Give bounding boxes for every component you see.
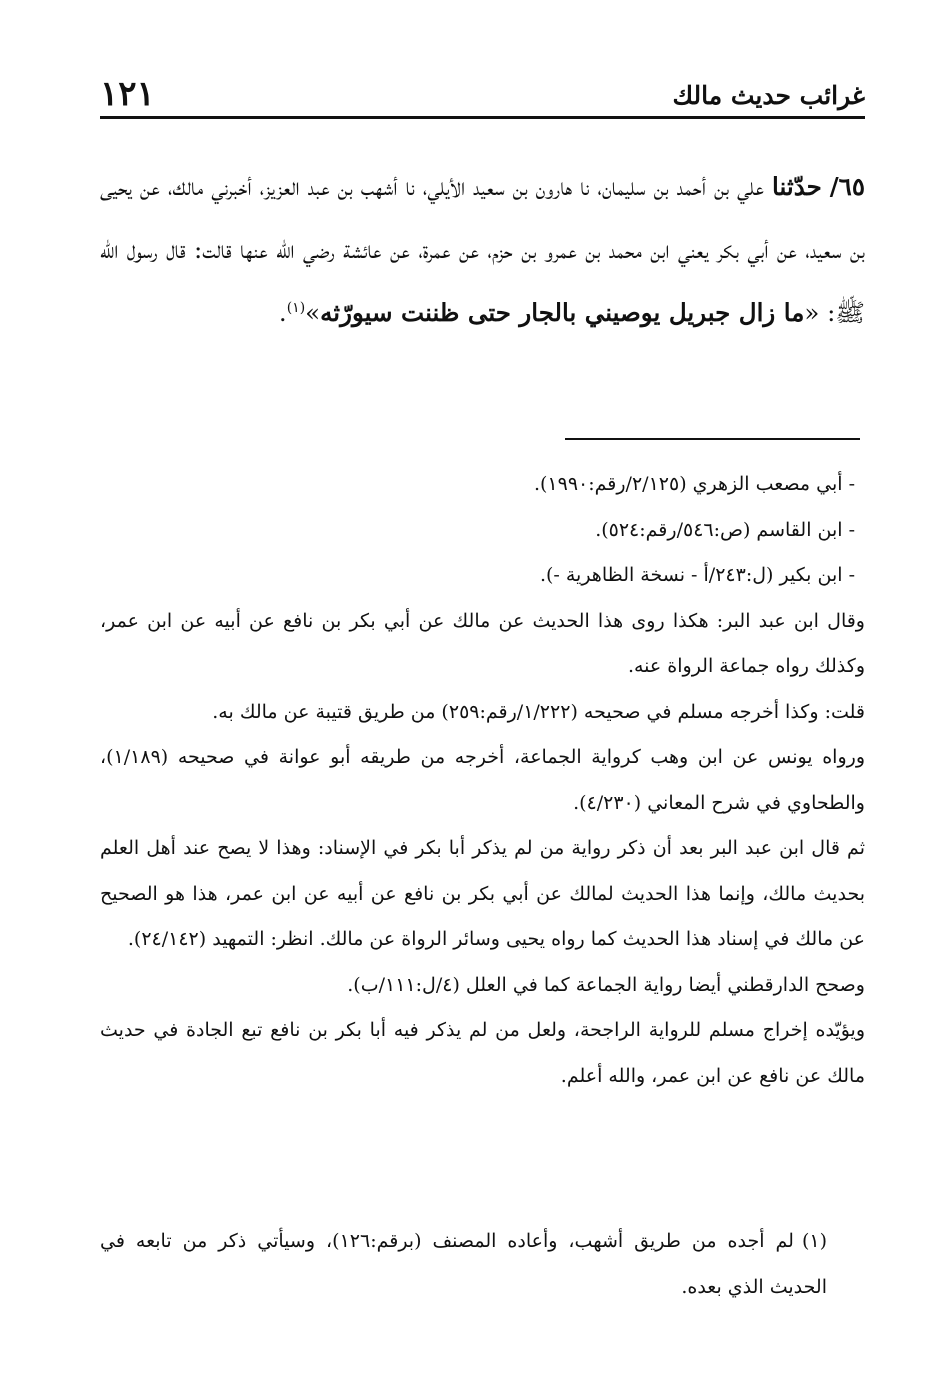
footnote-reference: (١) bbox=[286, 299, 306, 316]
notes-separator bbox=[565, 438, 860, 440]
note-line: - ابن القاسم (ص:٥٤٦/رقم:٥٢٤). bbox=[595, 518, 855, 541]
running-title: غرائب حديث مالك bbox=[672, 81, 865, 110]
note-paragraph: ثم قال ابن عبد البر بعد أن ذكر رواية من لم يذكر أبا بكر في الإسناد: وهذا لا يصح عند أهل العلم بحديث مالك، وإنما هذا الحديث لمالك عن أبي بكر بن نافع عن أبيه عن ابن عمر، هذا هو الصحيح عن مالك في إسناد هذا الحديث كما رواه يحيى وسائر الرواة عن مالك. انظر: التمهيد (٢٤/١٤٢). bbox=[100, 837, 865, 950]
hadith-matn: ما زال جبريل يوصيني بالجار حتى ظننت سيورّثه bbox=[320, 298, 805, 327]
hadith-number: ٦٥/ bbox=[829, 172, 865, 201]
note-line: - أبي مصعب الزهري (٢/١٢٥/رقم:١٩٩٠). bbox=[533, 473, 855, 495]
notes-block bbox=[100, 462, 865, 1099]
footnote-text: لم أجده من طريق أشهب، وأعاده المصنف (برقم:١٢٦)، وسيأتي ذكر من تابعه في الحديث الذي بعده. bbox=[100, 1230, 827, 1298]
footnote-marker: (١) bbox=[801, 1230, 827, 1252]
hadith-text bbox=[100, 155, 865, 344]
hadith-isnad: علي بن أحمد بن سليمان، نا هارون بن سعيد الأيلي، نا أشهب بن عبد العزيز، أخبرني مالك، عن يحيى بن سعيد، عن أبي بكر يعني ابن محمد بن عمرو بن حزم، عن عمرة، عن عائشة رضي الله عنها قالت: قال رسول الله ﷺ: bbox=[100, 172, 865, 327]
note-paragraph: وصحح الدارقطني أيضا رواية الجماعة كما في العلل (٤/ل:١١١/ب). bbox=[347, 973, 865, 996]
footnote-body bbox=[100, 1218, 865, 1310]
quote-open: « bbox=[804, 298, 820, 327]
quote-close: » bbox=[305, 298, 321, 327]
footnote bbox=[100, 1218, 865, 1310]
note-line: - ابن بكير (ل:٢٤٣/أ - نسخة الظاهرية -). bbox=[539, 564, 855, 586]
page-header bbox=[100, 70, 865, 119]
page-number: ١٢١ bbox=[100, 74, 155, 114]
note-paragraph: ويؤيّده إخراج مسلم للرواية الراجحة، ولعل من لم يذكر فيه أبا بكر بن نافع تبع الجادة في حديث مالك عن نافع عن ابن عمر، والله أعلم. bbox=[100, 1019, 865, 1087]
hadith-lead: حدّثنا bbox=[772, 172, 822, 201]
hadith-end: . bbox=[278, 298, 287, 327]
note-paragraph: قلت: وكذا أخرجه مسلم في صحيحه (١/٢٢٢/رقم:٢٥٩) من طريق قتيبة عن مالك به. bbox=[212, 700, 865, 723]
note-paragraph: وقال ابن عبد البر: هكذا روى هذا الحديث عن مالك عن أبي بكر بن نافع عن أبيه عن ابن عمر، وكذلك رواه جماعة الرواة عنه. bbox=[100, 609, 865, 677]
note-paragraph: ورواه يونس عن ابن وهب كرواية الجماعة، أخرجه من طريقه أبو عوانة في صحيحه (١/١٨٩)، والطحاوي في شرح المعاني (٤/٢٣٠). bbox=[100, 746, 865, 814]
